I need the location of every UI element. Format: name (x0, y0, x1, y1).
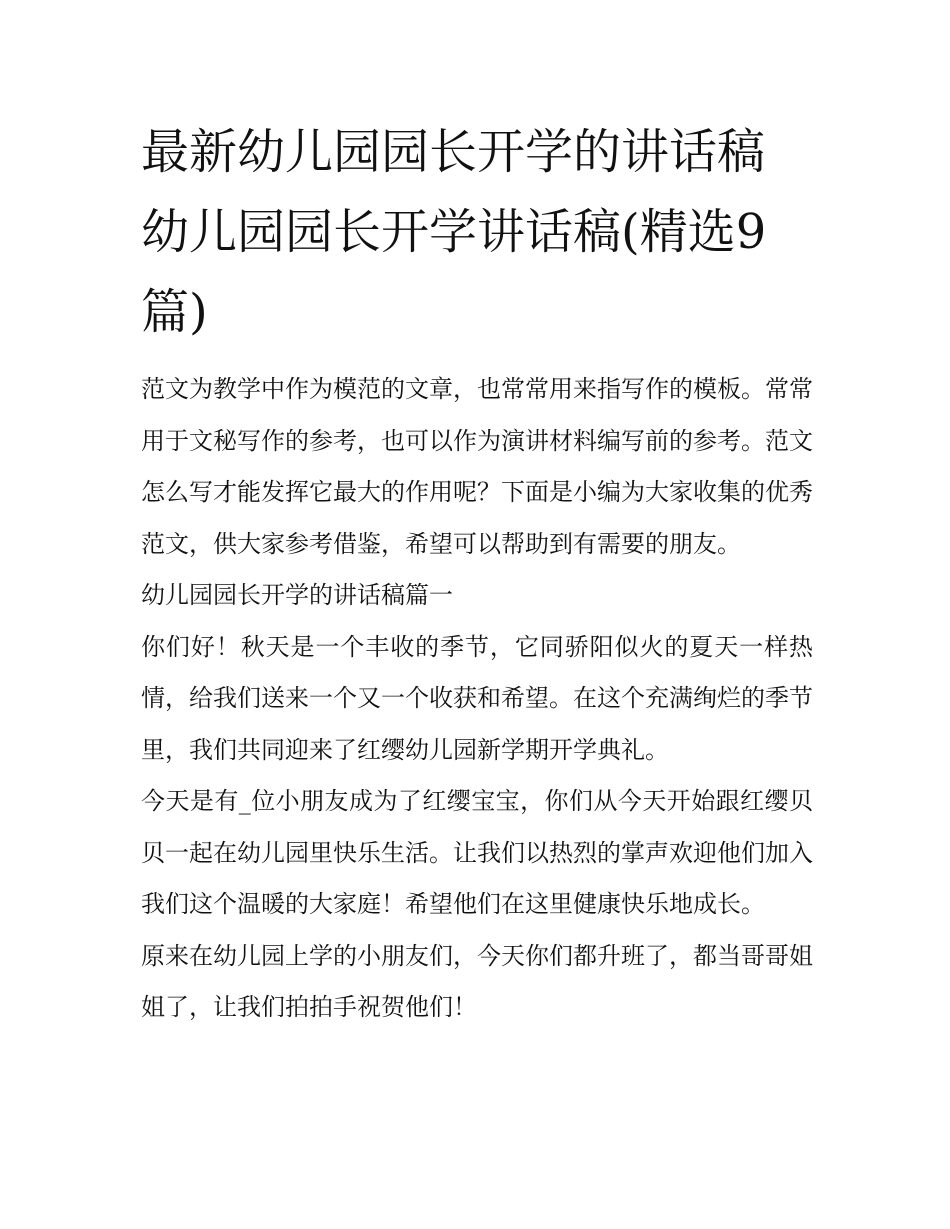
body-paragraph-2: 今天是有_位小朋友成为了红缨宝宝，你们从今天开始跟红缨贝贝一起在幼儿园里快乐生活。让我们以热烈的掌声欢迎他们加入我们这个温暖的大家庭！希望他们在这里健康快乐地成长。 (141, 787, 813, 918)
body-paragraph-3: 原来在幼儿园上学的小朋友们，今天你们都升班了，都当哥哥姐姐了，让我们拍拍手祝贺他们！ (141, 941, 813, 1021)
document-page (141, 112, 813, 1034)
section-heading: 幼儿园园长开学的讲话稿篇一 (141, 581, 453, 609)
intro-paragraph: 范文为教学中作为模范的文章，也常常用来指写作的模板。常常用于文秘写作的参考，也可以作为演讲材料编写前的参考。范文怎么写才能发挥它最大的作用呢？下面是小编为大家收集的优秀范文，供大家参考借鉴，希望可以帮助到有需要的朋友。 (141, 375, 813, 558)
body-paragraph-1: 你们好！秋天是一个丰收的季节，它同骄阳似火的夏天一样热情，给我们送来一个又一个收获和希望。在这个充满绚烂的季节里，我们共同迎来了红缨幼儿园新学期开学典礼。 (141, 632, 813, 764)
document-title: 最新幼儿园园长开学的讲话稿 幼儿园园长开学讲话稿(精选9篇) (141, 124, 767, 340)
